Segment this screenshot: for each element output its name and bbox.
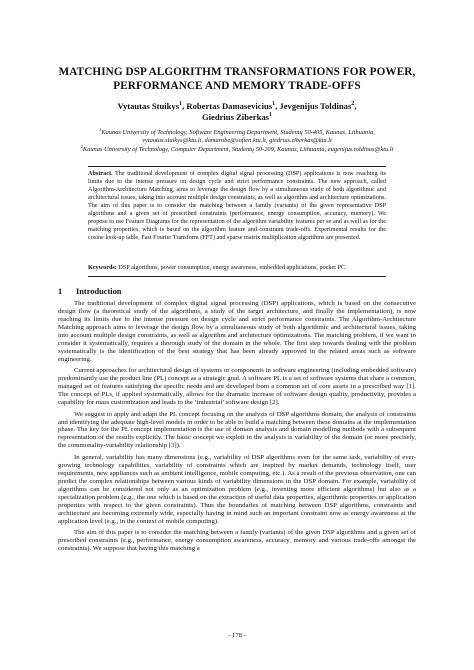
author-list: Vytautas Stuikys$^1$, Robertas Damasevicius$^1$, Jevgenijus Toldinas$^2$, Giedrius Ziberkas$^1$ [117,101,357,122]
affiliation-2 [70,143,404,154]
paper-title: MATCHING DSP ALGORITHM TRANSFORMATIONS FOR POWER, PERFORMANCE AND MEMORY TRADE-OFFS [58,66,416,92]
section-heading [58,287,121,297]
abstract-label: Abstract. [88,170,113,177]
body-text [58,300,416,557]
keywords [88,264,386,272]
author-affiliation-mark: 1 [272,101,276,108]
author-affiliation-mark: 1 [269,112,273,119]
paragraph: In general, variability has many dimensions (e.g., variability of DSP algorithms even for the same task, variability of ever-growing technology capabilities, variability of constraints which are inspired by market demands, technology itself, user requirements, new appliances such as ambient intelligence, mobile computing, etc.). As a result of the previous observation, one can predict the complex relationships between various kinds of variability dimensions in the DSP domain. For example, variability of algorithms can be considered not only as an optimization problem (e.g., inventing more efficient algorithms) but also as a specialization problem (e.g., the one which is based on the extraction of useful data properties, algorithmic properties or application properties with respect to the given constraints). Thus the boundaries of matching between DSP algorithms, constraints and architecture are becoming extremely wide, especially having in mind such an important constraint now as energy awareness at the application level (e.g., in the context of mobile computing). [58,453,416,525]
keywords-text: DSP algorithms, power consumption, energy awareness, embedded applications, pocket PC. [118,264,347,271]
author-affiliation-mark: 2 [351,101,355,108]
affiliation-text: Kaunas University of Technology, Software Engineering Department, Studentų 50-405, Kaunas, Lithuania, vytautas.stuikys@ktu.lt, damarobe@soften.ktu.lt, giedrius.ziberkas@ktu.lt [101,129,375,145]
paragraph: Current approaches for architectural design of systems or components in software engineering (including embedded software) predominantly use the product line (PL) concept as a strategic goal. A software PL is a set of software systems that share a common, managed set of features satisfying the specific needs and are developed from a common set of core assets in a prescribed way [1]. The concept of PLs, if applied systematically, allows for the dramatic increase of software design quality, productivity, provides a capability for mass customization and leads to the ‘industrial’ software design [2]. [58,367,416,407]
affiliation-text: Kaunas University of Technology, Computer Department, Studentų 50-209, Kaunas, Lithuania, eugenijus.toldinas@ktu.lt [82,145,394,153]
author-affiliation-mark: 1 [179,101,183,108]
paragraph: We suggest to apply and adapt the PL concept focusing on the analysis of DSP algorithms domain, the analysis of constraints and identifying the adequate high-level models in order to be able to build a matching between these domains at the implementation phase. The key for the PL concept implementation is the use of domain analysis and domain modelling methods with a subsequent representation of the results explicitly. The basic concept we exploit in the analysis is variability of the domain (or more precisely, the commonality-variability relationship [3]). [58,410,416,450]
author-name: Vytautas Stuikys [117,101,180,111]
keywords-label: Keywords: [88,264,117,271]
page-number: - 178 - [228,632,246,639]
author-name: Robertas Damasevicius [186,101,273,111]
section-title: Introduction [76,287,122,296]
abstract-top-rule [88,166,386,167]
abstract-bottom-rule [88,276,386,277]
abstract [88,170,386,242]
section-number: 1 [58,287,63,296]
affiliation-mark: 1 [99,126,102,132]
affiliations [70,126,404,154]
paragraph: The aim of this paper is to consider the matching between a family (variants) of the given DSP algorithms and a given set of prescribed constraints (e.g., performance, energy consumption awareness, accuracy, memory and various trade-offs amongst the constraints). We suppose that having this matching a [58,529,416,553]
author-name: Giedrius Ziberkas [201,112,270,122]
author-name: Jevgenijus Toldinas [279,101,352,111]
abstract-text: The traditional development of complex digital signal processing (DSP) applications is now reaching its limits due to the intense pressure on design cycle and strict performance constraints. The new approach, called Algorithm-Architecture Matching, aims to leverage the design flow by a simultaneous study of both algorithmic and architectural issues, taking into account multiple design constraints, as well as algorithm and architecture optimizations. The aim of this paper is to consider the matching between a family (variants) of the given representative DSP algorithms and a given set of prescribed constraints (performance, energy consumption, accuracy, memory). We propose to use Feature Diagrams for the representation of the algorithm variability features per se and as well as for the matching properties, which is based on the algorithm feature and constraint trade-offs. Experimental results for the cosine look-up table, Fast Fourier Transform (FFT) and sparse matrix multiplication algorithms are presented. [88,170,387,241]
paragraph: The traditional development of complex digital signal processing (DSP) applications, which is based on the consecutive design flow (a theoretical study of the algorithms, a study of the target architecture, and finally the implementation), is now reaching its limits due to the intense pressure on design cycle and strict performance constraints. The Algorithm-Architecture Matching approach aims to leverage the design flow by a simultaneous study of both algorithmic and architectural issues, taking into account multiple design constraints, as well as algorithm and architecture optimizations. The matching problem, if we want to consider it systematically, requires a thorough study of the domain in the whole. The first step towards dealing with the problem systematically is the identification of the best strategy that has been already approved in the related areas such as software engineering. [58,300,416,363]
affiliation-mark: 2 [80,143,83,149]
